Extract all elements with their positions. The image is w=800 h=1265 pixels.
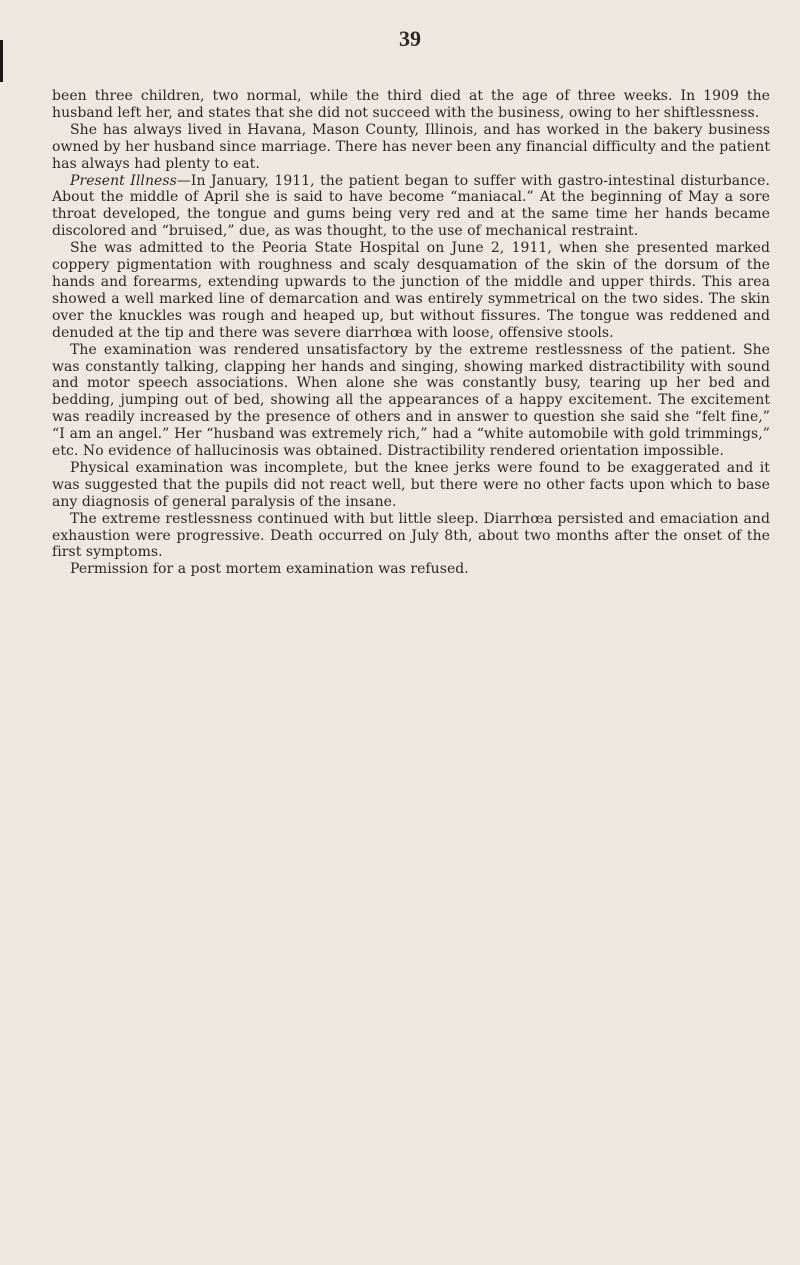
paragraph-post-mortem	[52, 561, 770, 578]
page-edge-mark	[0, 40, 3, 82]
paragraph-present-illness	[52, 173, 770, 241]
paragraph-text: Permission for a post mortem examination was refused.	[70, 561, 469, 578]
paragraph-outcome	[52, 511, 770, 562]
section-lead-present-illness: Present Illness	[70, 172, 177, 189]
paragraph-text: been three children, two normal, while the third died at the age of three weeks. In 1909 the husband left her, and states that she did not succeed with the business, owing to her shiftlessness.	[52, 88, 770, 121]
paragraph-text: The extreme restlessness continued with but little sleep. Diarrhœa persisted and emaciation and exhaustion were progressive. Death occurred on July 8th, about two months after the onset of the first symptoms.	[52, 510, 770, 561]
paragraph-text: —In January, 1911, the patient began to suffer with gastro-intestinal disturbance. About the middle of April she is said to have become “maniacal.” At the beginning of May a sore throat developed, the tongue and gums being very red and at the same time her hands became discolored and “bruised,” due, as was thought, to the use of mechanical restraint.	[52, 172, 770, 240]
paragraph-text: Physical examination was incomplete, but the knee jerks were found to be exaggerated and it was suggested that the pupils did not react well, but there were no other facts upon which to base any diagnosis of general paralysis of the insane.	[52, 459, 770, 510]
paragraph-text: She has always lived in Havana, Mason County, Illinois, and has worked in the bakery business owned by her husband since marriage. There has never been any financial difficulty and the patient has always had plenty to eat.	[52, 121, 770, 172]
paragraph-text: She was admitted to the Peoria State Hospital on June 2, 1911, when she presented marked coppery pigmentation with roughness and scaly desquamation of the skin of the dorsum of the hands and forearms, extending upwards to the junction of the middle and upper thirds. This area showed a well marked line of demarcation and was entirely symmetrical on the two sides. The skin over the knuckles was rough and heaped up, but without fissures. The tongue was reddened and denuded at the tip and there was severe diarrhœa with loose, offensive stools.	[52, 240, 770, 341]
page-number: 39	[399, 26, 421, 51]
paragraph-continuation	[52, 88, 770, 122]
body-text	[52, 88, 770, 578]
paragraph-residence	[52, 122, 770, 173]
paragraph-admission	[52, 240, 770, 341]
paragraph-text: The examination was rendered unsatisfactory by the extreme restlessness of the patient. She was constantly talking, clapping her hands and singing, showing marked distractibility with sound and motor speech associations. When alone she was constantly busy, tearing up her bed and bedding, jumping out of bed, showing all the appearances of a happy excitement. The excitement was readily increased by the presence of others and in answer to question she said she “felt fine,” “I am an angel.” Her “husband was extremely rich,” had a “white automobile with gold trimmings,” etc. No evidence of hallucinosis was obtained. Distractibility rendered orientation impossible.	[52, 341, 770, 460]
paragraph-physical-exam	[52, 460, 770, 511]
paragraph-examination	[52, 342, 770, 460]
